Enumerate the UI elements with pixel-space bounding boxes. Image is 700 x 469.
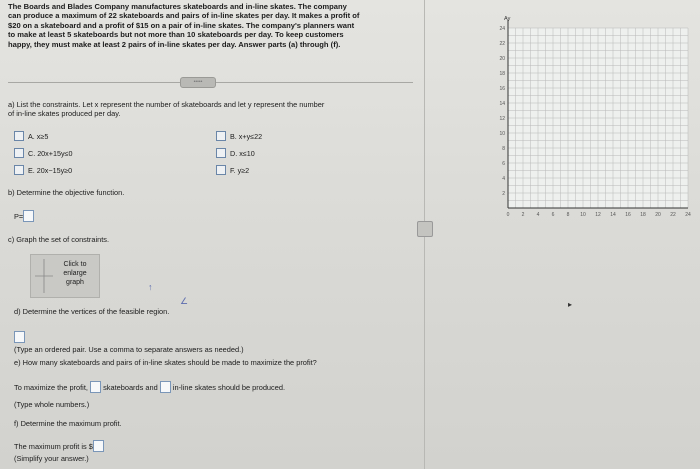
y-tick-label: 6 bbox=[502, 161, 505, 167]
option-d-text: x≤10 bbox=[239, 148, 255, 158]
y-tick-label: 22 bbox=[499, 41, 505, 47]
option-a[interactable] bbox=[14, 131, 48, 141]
problem-line: happy, they must make at least 2 pairs of in-line skates per day. Answer parts (a) through (f). bbox=[8, 39, 341, 49]
part-b-question: b) Determine the objective function. bbox=[8, 188, 125, 197]
y-tick-label: 18 bbox=[499, 71, 505, 77]
y-axis-label: Ay bbox=[504, 16, 511, 22]
objective-input[interactable] bbox=[23, 210, 34, 222]
option-f-letter: F. bbox=[230, 165, 236, 175]
x-tick-label: 24 bbox=[685, 212, 691, 218]
part-e-mid: skateboards and bbox=[103, 382, 158, 392]
stray-mark: ↑ bbox=[148, 282, 153, 292]
part-a-line1: a) List the constraints. Let x represent the number of skateboards and let y represent the number bbox=[8, 100, 325, 109]
part-d-question: d) Determine the vertices of the feasible region. bbox=[14, 307, 170, 316]
x-tick-label: 6 bbox=[551, 212, 555, 218]
problem-statement bbox=[8, 2, 413, 49]
y-tick-label: 20 bbox=[499, 56, 505, 62]
thumbnail-graph-icon bbox=[31, 255, 53, 297]
checkbox-c[interactable] bbox=[14, 148, 24, 158]
objective-label: P= bbox=[14, 211, 24, 221]
part-f-hint: (Simplify your answer.) bbox=[14, 454, 89, 463]
x-tick-label: 8 bbox=[566, 212, 570, 218]
option-e-letter: E. bbox=[28, 165, 35, 175]
option-a-letter: A. bbox=[28, 131, 35, 141]
checkbox-d[interactable] bbox=[216, 148, 226, 158]
checkbox-f[interactable] bbox=[216, 165, 226, 175]
part-b-answer-row bbox=[14, 210, 34, 222]
problem-line: The Boards and Blades Company manufactures skateboards and in-line skates. The company bbox=[8, 2, 347, 11]
x-tick-label: 14 bbox=[610, 212, 616, 218]
option-c-letter: C. bbox=[28, 148, 36, 158]
x-tick-label: 0 bbox=[506, 212, 510, 218]
y-tick-label: 16 bbox=[499, 86, 505, 92]
x-tick-label: 18 bbox=[640, 212, 646, 218]
option-a-text: x≥5 bbox=[36, 131, 49, 141]
x-tick-label: 16 bbox=[625, 212, 631, 218]
x-tick-label: 22 bbox=[670, 212, 676, 218]
graph-grid[interactable] bbox=[490, 12, 695, 227]
profit-label: The maximum profit is $ bbox=[14, 441, 93, 451]
problem-line: to make at least 5 skateboards but not more than 10 skateboards per day. To keep customers bbox=[8, 30, 344, 40]
problem-line: can produce a maximum of 22 skateboards and pairs of in-line skates per day. It makes a profit of bbox=[8, 11, 360, 21]
y-tick-label: 8 bbox=[502, 146, 505, 152]
graph-panel bbox=[490, 12, 695, 227]
stray-arrow-icon: ▸ bbox=[568, 300, 573, 309]
y-tick-label: 10 bbox=[499, 131, 505, 137]
enlarge-line1: Click to bbox=[63, 261, 87, 268]
option-b-letter: B. bbox=[230, 131, 237, 141]
x-tick-label: 12 bbox=[595, 212, 601, 218]
option-d-letter: D. bbox=[230, 148, 238, 158]
part-e-hint: (Type whole numbers.) bbox=[14, 400, 90, 409]
part-c-question: c) Graph the set of constraints. bbox=[8, 235, 110, 244]
part-e-suffix: in-line skates should be produced. bbox=[172, 382, 286, 392]
checkbox-b[interactable] bbox=[216, 131, 226, 141]
option-e-text: 20x−15y≥0 bbox=[36, 165, 73, 175]
y-tick-label: 4 bbox=[502, 176, 505, 182]
stray-mark: ∠ bbox=[180, 296, 189, 306]
option-c-text: 20x+15y≤0 bbox=[37, 148, 73, 158]
option-b[interactable] bbox=[216, 131, 262, 141]
enlarge-line3: graph bbox=[66, 279, 84, 286]
checkbox-a[interactable] bbox=[14, 131, 24, 141]
option-d[interactable] bbox=[216, 148, 255, 158]
part-f-question: f) Determine the maximum profit. bbox=[14, 419, 122, 428]
option-b-text: x+y≤22 bbox=[238, 131, 263, 141]
y-tick-label: 14 bbox=[499, 101, 505, 107]
part-d-hint: (Type an ordered pair. Use a comma to separate answers as needed.) bbox=[14, 345, 244, 354]
x-tick-label: 20 bbox=[655, 212, 661, 218]
option-f-text: y≥2 bbox=[237, 165, 250, 175]
part-f-answer-row bbox=[14, 440, 104, 452]
x-tick-label: 2 bbox=[521, 212, 525, 218]
enlarge-line2: enlarge bbox=[63, 270, 87, 277]
enlarge-graph-button[interactable] bbox=[30, 254, 100, 298]
option-e[interactable] bbox=[14, 165, 72, 175]
part-a-line2: of in-line skates produced per day. bbox=[8, 109, 121, 118]
enlarge-label bbox=[53, 260, 97, 287]
y-tick-label: 24 bbox=[499, 26, 505, 32]
part-a-question bbox=[8, 100, 324, 118]
part-e-question: e) How many skateboards and pairs of in-line skates should be made to maximize the profit? bbox=[14, 358, 317, 367]
y-tick-label: 12 bbox=[499, 116, 505, 122]
option-f[interactable] bbox=[216, 165, 249, 175]
x-tick-label: 10 bbox=[580, 212, 586, 218]
skateboards-input[interactable] bbox=[90, 381, 101, 393]
profit-input[interactable] bbox=[93, 440, 104, 452]
option-c[interactable] bbox=[14, 148, 73, 158]
y-tick-label: 2 bbox=[502, 191, 505, 197]
checkbox-e[interactable] bbox=[14, 165, 24, 175]
expand-button[interactable]: ••••• bbox=[180, 77, 216, 88]
skates-input[interactable] bbox=[160, 381, 171, 393]
x-tick-label: 4 bbox=[536, 212, 540, 218]
part-e-prefix: To maximize the profit, bbox=[14, 382, 88, 392]
vertices-input[interactable] bbox=[14, 331, 25, 343]
part-e-answer-row bbox=[14, 381, 285, 393]
resize-handle[interactable] bbox=[417, 221, 433, 237]
problem-line: $20 on a skateboard and a profit of $15 on a pair of in-line skates. The company's planners want bbox=[8, 20, 355, 30]
